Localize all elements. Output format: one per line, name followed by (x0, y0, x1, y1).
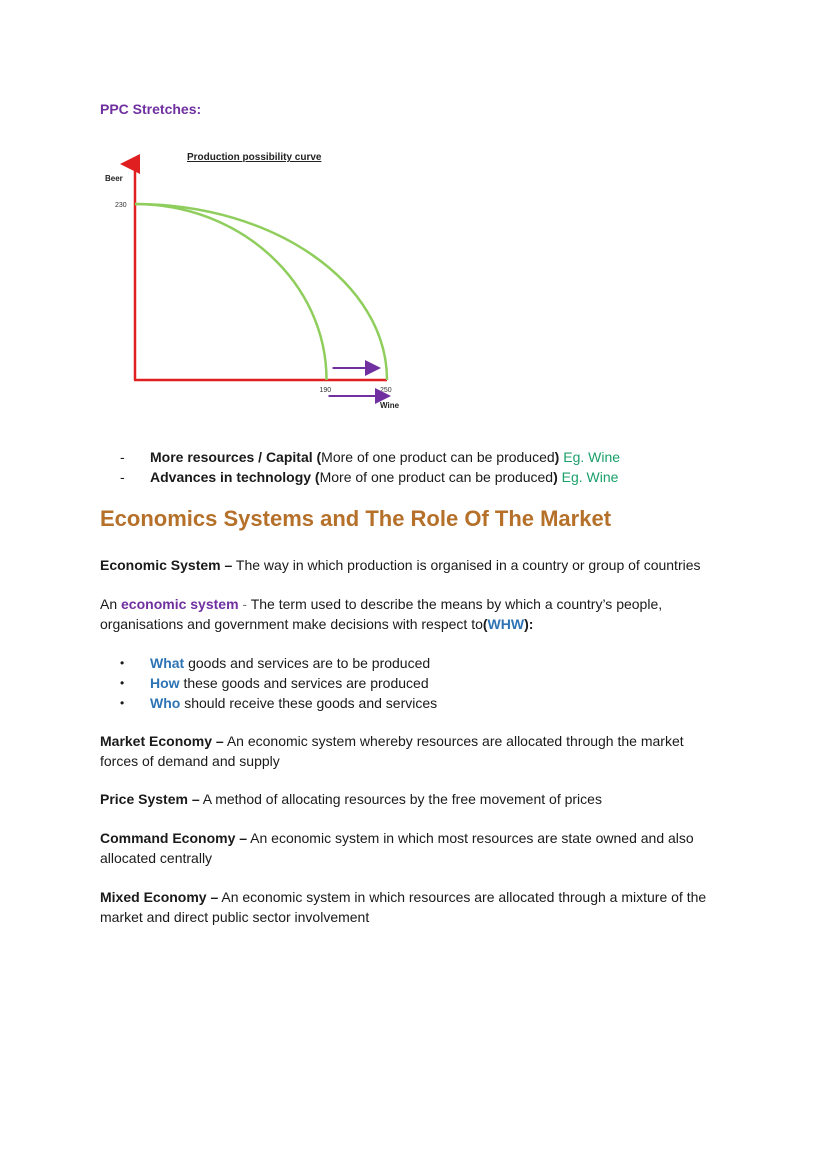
ppc-curve-stretched (135, 204, 387, 380)
whw-key: How (150, 675, 180, 691)
cause-term: More resources / Capital ( (150, 449, 322, 465)
paren-open: ( (482, 616, 488, 632)
term: Mixed Economy – (100, 889, 219, 905)
price-system-definition (100, 789, 740, 809)
dash-marker: - (120, 469, 125, 485)
term: Economic System – (100, 557, 233, 573)
cause-close: ) (554, 449, 560, 465)
list-item (120, 673, 720, 693)
command-economy-definition (100, 828, 715, 868)
y-axis-label: Beer (105, 174, 123, 183)
definition: An economic system whereby resources are allocated through the market forces of demand and supply (100, 733, 684, 769)
ppc-section-title: PPC Stretches: (100, 101, 202, 117)
whw-text: these goods and services are produced (179, 675, 429, 691)
term: Price System – (100, 791, 200, 807)
bullet-marker: • (120, 656, 125, 670)
list-item (120, 653, 720, 673)
list-item (120, 467, 800, 487)
definition: An economic system in which most resources are state owned and also allocated centrally (100, 830, 694, 866)
ppc-chart (95, 140, 425, 420)
paren-close: ): (524, 616, 534, 632)
economic-system-description (100, 594, 700, 634)
term: Command Economy – (100, 830, 248, 846)
list-item (120, 447, 800, 467)
term-highlight: economic system (121, 596, 239, 612)
cause-text: More of one product can be produced (319, 469, 554, 485)
economic-system-definition (100, 555, 750, 575)
list-item (120, 693, 720, 713)
cause-text: More of one product can be produced (321, 449, 555, 465)
definition: An economic system in which resources are allocated through a mixture of the market and direct public sector involvement (100, 889, 707, 925)
x-tick-label: 250 (380, 387, 392, 394)
cause-term: Advances in technology ( (150, 469, 320, 485)
whw-key: Who (150, 695, 181, 711)
bullet-marker: • (120, 696, 125, 710)
section-heading: Economics Systems and The Role Of The Market (100, 506, 612, 531)
dash-marker: - (120, 449, 125, 465)
term: Market Economy – (100, 733, 224, 749)
y-tick-label: 230 (115, 202, 127, 209)
cause-example: Eg. Wine (561, 469, 619, 485)
mixed-economy-definition (100, 887, 715, 927)
market-economy-definition (100, 731, 715, 771)
prefix: An (100, 596, 122, 612)
cause-close: ) (553, 469, 558, 485)
ppc-curve-original (135, 204, 327, 380)
x-axis-label: Wine (380, 401, 400, 410)
ppc-chart-svg (95, 140, 425, 420)
whw-key: What (150, 655, 185, 671)
whw-text: should receive these goods and services (180, 695, 438, 711)
bullet-marker: • (120, 676, 125, 690)
cause-example: Eg. Wine (563, 449, 621, 465)
x-tick-label: 190 (319, 387, 332, 394)
definition: The way in which production is organised in a country or group of countries (232, 557, 701, 573)
definition: A method of allocating resources by the free movement of prices (199, 791, 602, 807)
chart-title: Production possibility curve (187, 152, 322, 163)
definition: The term used to describe the means by which a country’s people, organisations and government make decisions with respect to (100, 596, 663, 632)
ppc-causes-list (120, 447, 800, 487)
whw-text: goods and services are to be produced (184, 655, 431, 671)
whw-acronym: WHW (487, 616, 525, 632)
whw-list (120, 653, 720, 713)
dash: - (238, 596, 251, 612)
